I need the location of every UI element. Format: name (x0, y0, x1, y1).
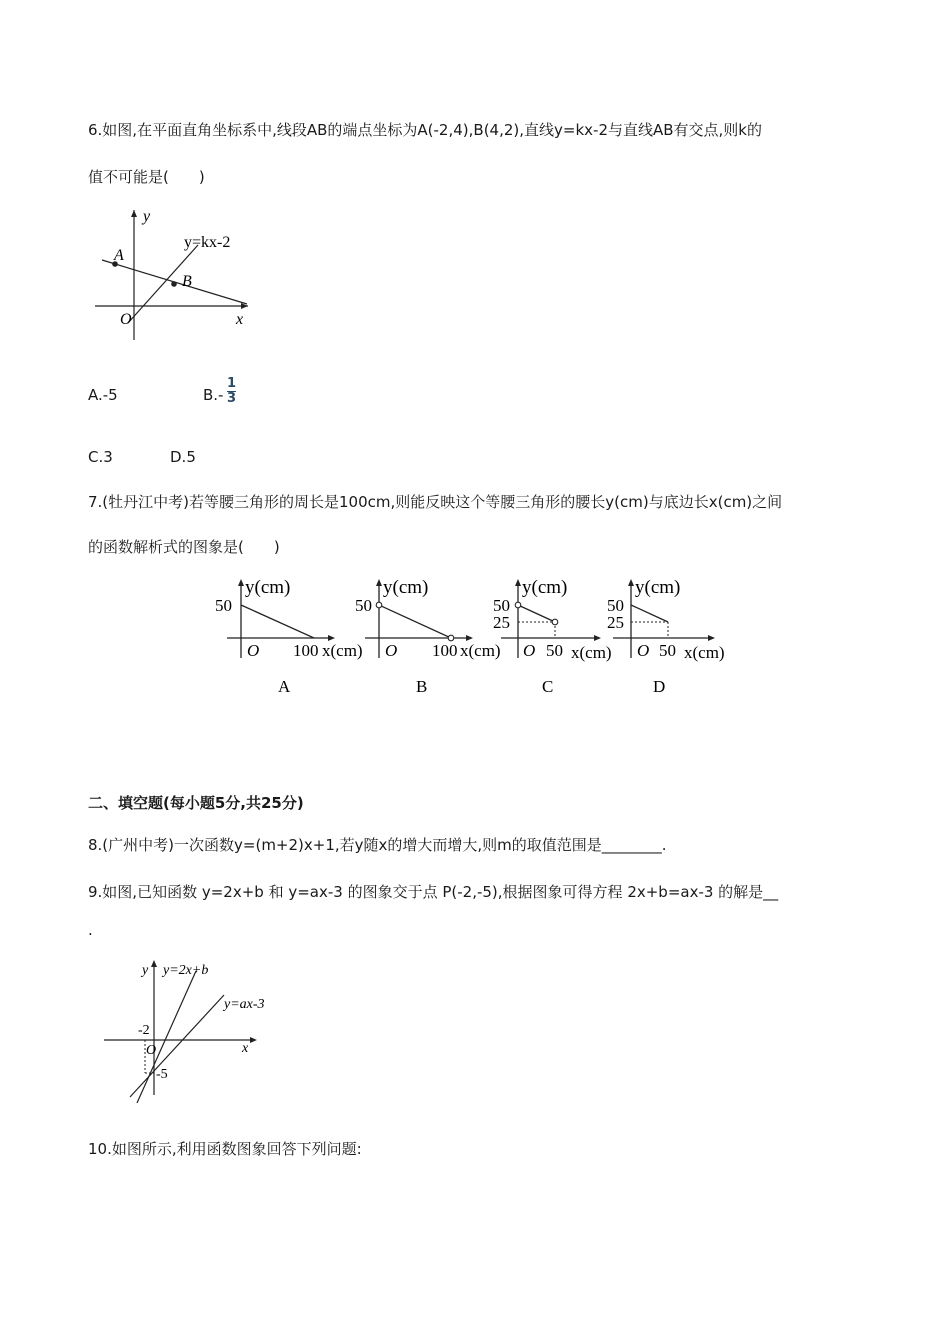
q9-text-line2: . (88, 921, 93, 939)
q6-option-a: A.-5 (88, 386, 118, 404)
q9-text-line1: 9.如图,已知函数 y=2x+b 和 y=ax-3 的图象交于点 P(-2,-5),根据图象可得方程 2x+b=ax-3 的解是__ (88, 883, 779, 901)
q7-d-letter: D (653, 677, 666, 696)
q7-graph-d (607, 577, 725, 696)
q6-option-b-numerator: 1 (227, 376, 237, 391)
q6-fig-a-label: A (114, 247, 124, 264)
q9-fig-minus2-label: -2 (138, 1023, 150, 1038)
q7-b-ylabel: y(cm) (383, 577, 429, 598)
q6-option-b-denominator: 3 (227, 391, 237, 406)
q6-text-line2: 值不可能是( ) (88, 168, 205, 186)
q7-d-25: 25 (607, 613, 624, 632)
q7-d-xend: 50 (659, 641, 676, 660)
q6-fig-x-label: x (236, 311, 244, 328)
q7-b-xlabel: x(cm) (460, 641, 501, 660)
q6-option-c: C.3 (88, 448, 113, 466)
q8-text: 8.(广州中考)一次函数y=(m+2)x+1,若y随x的增大而增大,则m的取值范围是________. (88, 836, 667, 854)
q7-c-50: 50 (493, 596, 510, 615)
q9-fig-line2-label: y=ax-3 (224, 997, 265, 1012)
q7-d-xlabel: x(cm) (684, 643, 725, 662)
q7-c-xend: 50 (546, 641, 563, 660)
q7-graph-c (493, 577, 612, 696)
q7-b-origin: O (385, 641, 398, 660)
q9-fig-o-label: O (146, 1043, 157, 1058)
q6-text-line1: 6.如图,在平面直角坐标系中,线段AB的端点坐标为A(-2,4),B(4,2),直线y=kx-2与直线AB有交点,则k的 (88, 121, 762, 139)
q6-option-b-prefix: B.- (203, 386, 224, 404)
q7-d-origin: O (637, 641, 650, 660)
q6-option-b-fraction (227, 377, 236, 406)
q7-a-50: 50 (215, 596, 232, 615)
q9-fig-minus5-label: -5 (156, 1067, 168, 1082)
q6-fig-o-label: O (120, 311, 132, 328)
q9-fig-line1-label: y=2x+b (163, 963, 209, 978)
q7-c-xlabel: x(cm) (571, 643, 612, 662)
q6-fig-line-label: y=kx-2 (184, 234, 231, 251)
q7-c-origin: O (523, 641, 536, 660)
q7-graphs (205, 572, 745, 702)
q6-fig-b-label: B (182, 273, 192, 290)
q7-d-50: 50 (607, 596, 624, 615)
q7-d-ylabel: y(cm) (635, 577, 681, 598)
q7-b-50: 50 (355, 596, 372, 615)
q7-text-line2: 的函数解析式的图象是( ) (88, 538, 280, 556)
q7-c-25: 25 (493, 613, 510, 632)
q7-text-line1: 7.(牡丹江中考)若等腰三角形的周长是100cm,则能反映这个等腰三角形的腰长y(cm)与底边长x(cm)之间 (88, 493, 783, 511)
q9-figure (100, 955, 280, 1105)
q6-fig-y-label: y (143, 208, 151, 225)
q7-graph-b (355, 577, 501, 696)
q9-fig-x-label: x (242, 1041, 249, 1056)
q7-a-origin: O (247, 641, 260, 660)
q7-a-ylabel: y(cm) (245, 577, 291, 598)
section-fill-in-title: 二、填空题(每小题5分,共25分) (88, 794, 304, 812)
q7-c-letter: C (542, 677, 554, 696)
q9-fig-y-label: y (142, 963, 149, 978)
q7-a-letter: A (278, 677, 291, 696)
q7-b-xend: 100 (432, 641, 458, 660)
q7-a-xend: 100 (293, 641, 319, 660)
q6-figure (90, 200, 260, 350)
q7-c-ylabel: y(cm) (522, 577, 568, 598)
q10-text: 10.如图所示,利用函数图象回答下列问题: (88, 1140, 362, 1158)
q6-option-d: D.5 (170, 448, 196, 466)
q7-a-xlabel: x(cm) (322, 641, 363, 660)
q7-graph-a (215, 577, 363, 696)
q7-b-letter: B (416, 677, 428, 696)
